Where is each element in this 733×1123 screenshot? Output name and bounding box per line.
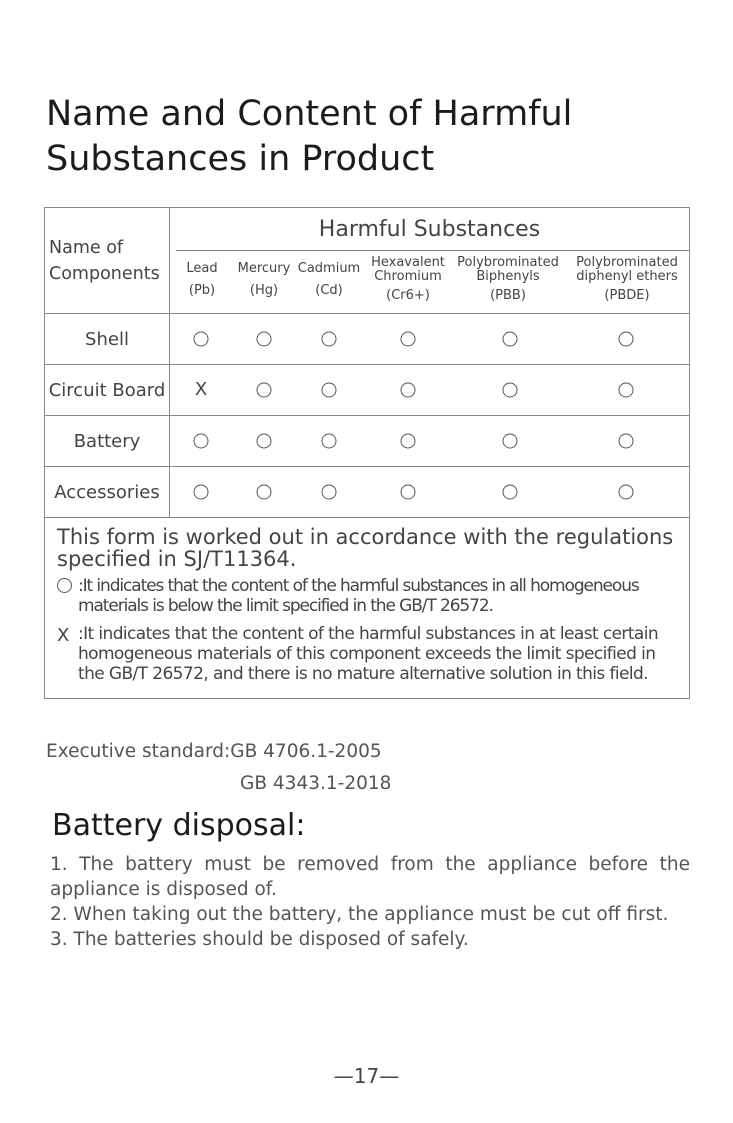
legend-cross-text: :It indicates that the content of the harmful substances in at least certain homogeneous materials of this component exceeds the limit specified in the GB/T 26572, and there is no mature alternative solution in this field. — [78, 624, 659, 684]
list-item: 3. The batteries should be disposed of safely. — [50, 929, 469, 950]
circle-icon — [503, 383, 518, 398]
component-name: Shell — [45, 314, 170, 365]
circle-icon — [503, 434, 518, 449]
substance-name: Polybrominated — [457, 255, 559, 270]
harmful-substances-table — [44, 207, 690, 699]
circle-icon — [322, 485, 337, 500]
substance-name: Mercury — [237, 261, 291, 276]
substance-name: Cadmium — [297, 261, 361, 276]
substance-header-pbde — [568, 256, 686, 303]
substance-symbol: (Cd) — [315, 283, 343, 298]
substance-header-mercury — [232, 262, 296, 298]
page-title-line-1: Name and Content of Harmful — [46, 94, 573, 134]
marks-cell — [170, 416, 690, 467]
circle-icon — [257, 434, 272, 449]
circle-icon — [401, 332, 416, 347]
circle-icon — [619, 332, 634, 347]
page-title — [46, 92, 686, 182]
executive-standard-line-1: Executive standard:GB 4706.1-2005 — [46, 741, 382, 762]
substance-symbol: (Cr6+) — [386, 288, 430, 303]
table-row — [45, 314, 690, 365]
circle-icon — [194, 434, 209, 449]
marks-cell — [170, 467, 690, 518]
substance-symbol: (Pb) — [188, 283, 216, 298]
components-header — [45, 208, 170, 314]
table-row — [45, 416, 690, 467]
substance-name: Polybrominated — [576, 255, 678, 270]
legend-cross — [57, 624, 683, 684]
substance-name: Lead — [186, 261, 218, 276]
circle-icon — [503, 332, 518, 347]
circle-icon — [322, 332, 337, 347]
circle-icon — [401, 434, 416, 449]
circle-icon — [57, 578, 73, 598]
circle-icon — [257, 485, 272, 500]
battery-disposal-list — [50, 852, 690, 952]
circle-icon — [322, 434, 337, 449]
substance-name: Hexavalent — [371, 255, 445, 270]
table-row — [45, 467, 690, 518]
circle-icon — [401, 383, 416, 398]
substance-header-cadmium — [296, 262, 362, 298]
component-name: Accessories — [45, 467, 170, 518]
legend-circle — [57, 576, 683, 616]
substance-symbol: (PBB) — [490, 288, 526, 303]
cross-icon: X — [57, 625, 69, 646]
substance-header-pbb — [452, 256, 564, 303]
component-name: Battery — [45, 416, 170, 467]
substance-name: diphenyl ethers — [576, 269, 678, 284]
substance-headers — [170, 250, 690, 314]
circle-icon — [257, 332, 272, 347]
substance-header-hexavalent-chromium — [366, 256, 450, 303]
circle-icon — [194, 485, 209, 500]
component-name: Circuit Board — [45, 365, 170, 416]
circle-icon — [619, 434, 634, 449]
circle-icon — [322, 383, 337, 398]
circle-icon — [257, 383, 272, 398]
marks-cell — [170, 365, 690, 416]
table-row — [45, 365, 690, 416]
harmful-substances-header: Harmful Substances — [170, 208, 690, 251]
battery-disposal-title: Battery disposal: — [52, 808, 306, 843]
substance-symbol: (PBDE) — [604, 288, 650, 303]
executive-standard-line-2: GB 4343.1-2018 — [240, 773, 392, 794]
components-header-line-1: Name of — [49, 237, 124, 258]
substance-header-lead — [176, 262, 228, 298]
list-item: 1. The battery must be removed from the appliance before the appliance is disposed of. — [50, 854, 690, 900]
substance-name: Biphenyls — [476, 269, 540, 284]
regulation-note: This form is worked out in accordance with the regulations specified in SJ/T11364. — [57, 525, 674, 571]
circle-icon — [619, 383, 634, 398]
components-header-line-2: Components — [49, 263, 160, 284]
cross-icon: X — [194, 379, 208, 400]
list-item: 2. When taking out the battery, the appliance must be cut off first. — [50, 904, 669, 925]
circle-icon — [194, 332, 209, 347]
table-notes — [45, 518, 690, 699]
substance-name: Chromium — [374, 269, 442, 284]
substance-symbol: (Hg) — [249, 283, 279, 298]
marks-cell — [170, 314, 690, 365]
circle-icon — [619, 485, 634, 500]
page-title-line-2: Substances in Product — [46, 139, 435, 179]
legend-circle-text: :It indicates that the content of the harmful substances in all homogeneous materials is below the limit specified in the GB/T 26572. — [78, 576, 639, 616]
circle-icon — [401, 485, 416, 500]
page-number: —17— — [333, 1064, 400, 1088]
circle-icon — [503, 485, 518, 500]
executive-standard — [46, 736, 391, 800]
